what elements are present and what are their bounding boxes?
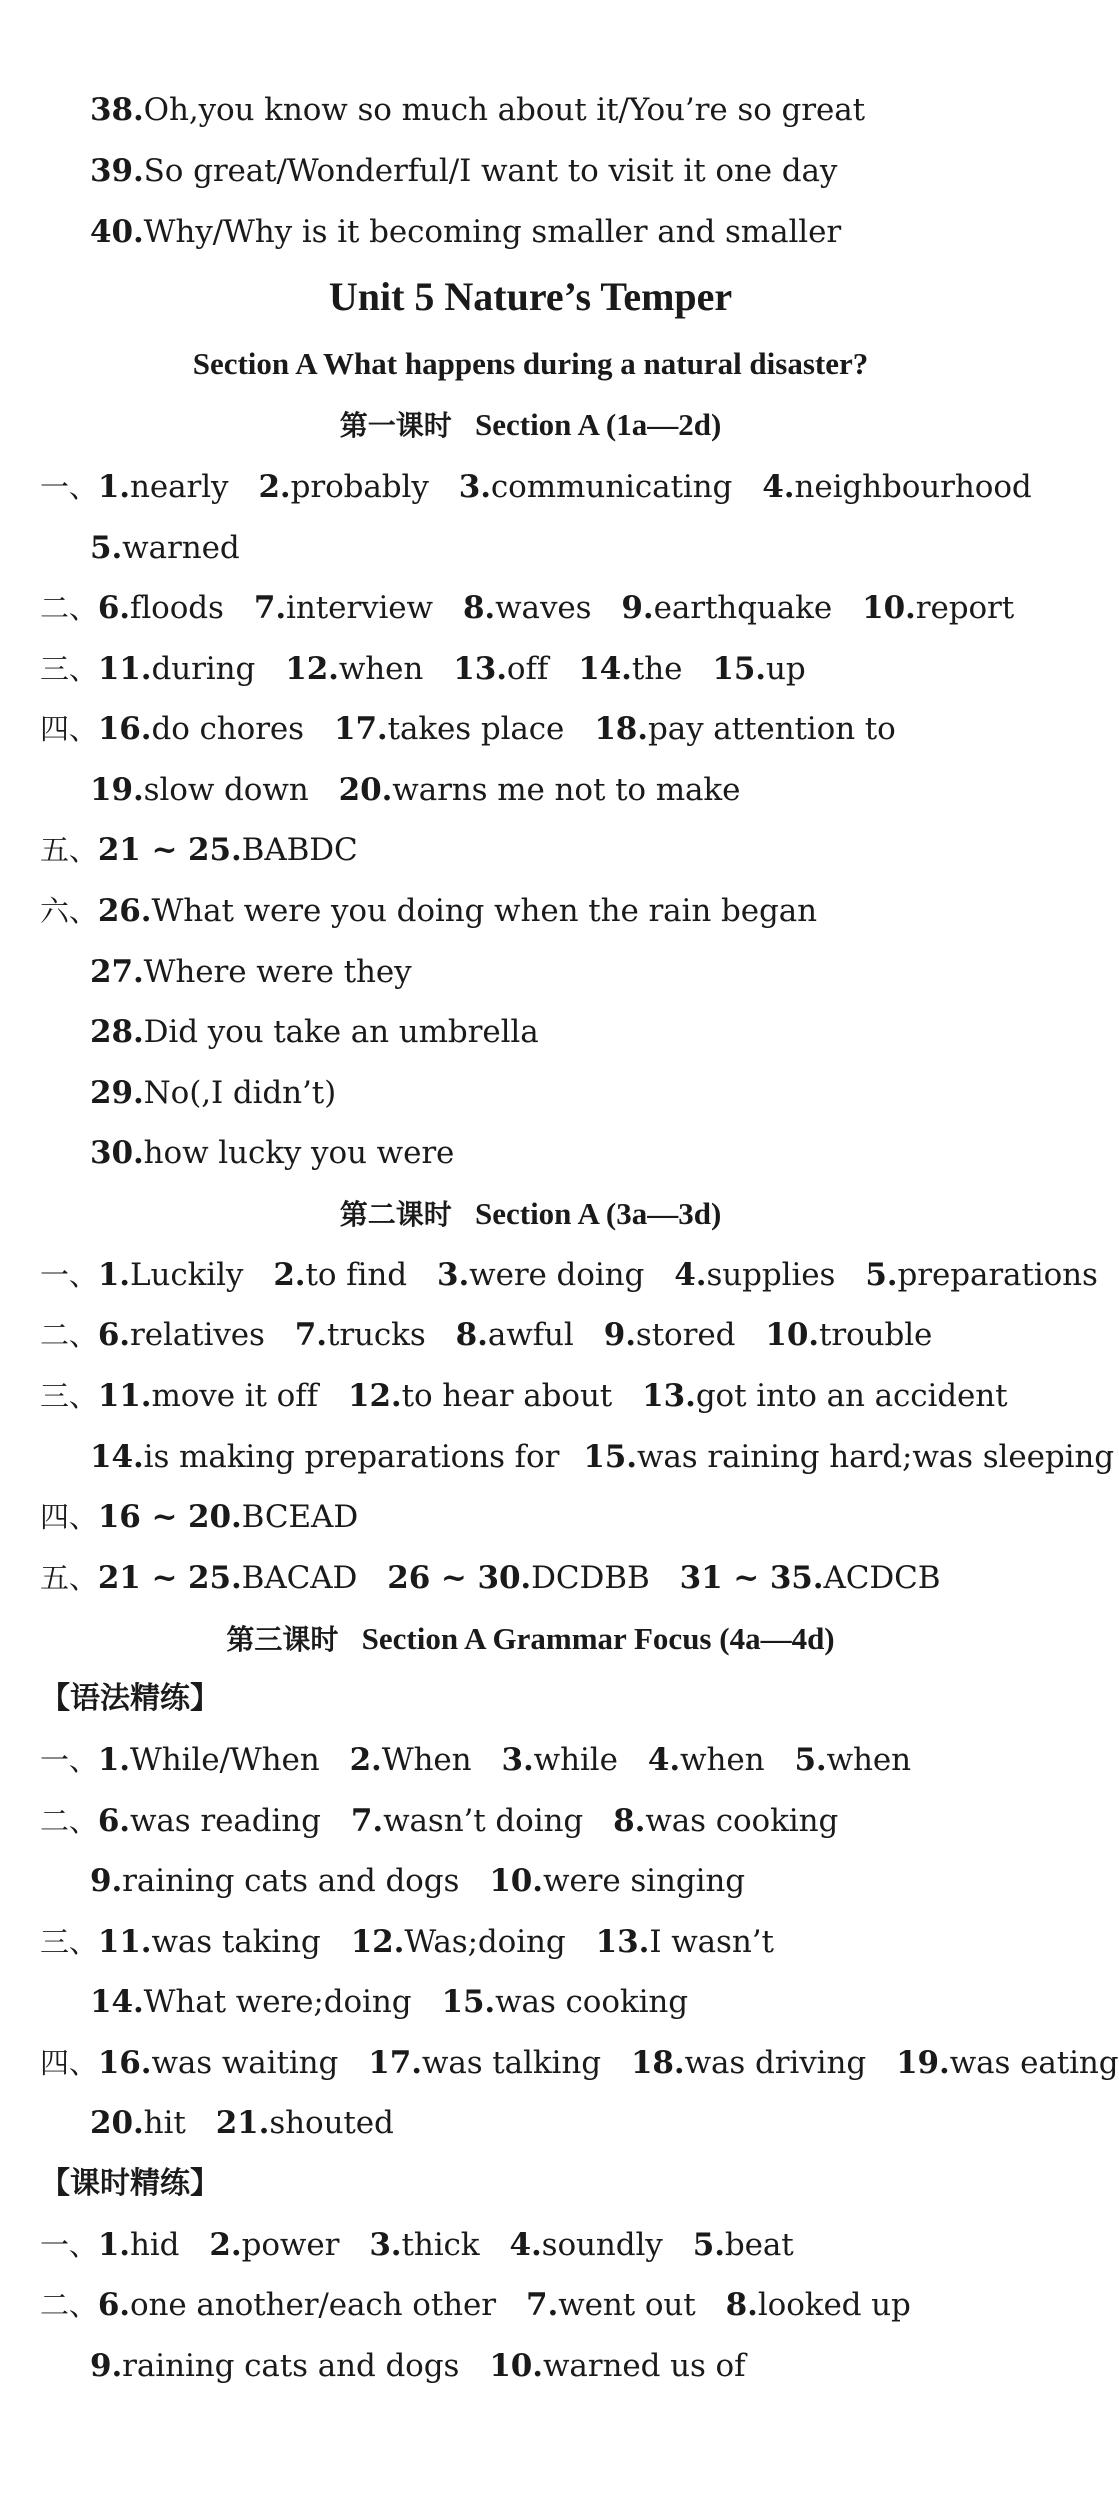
answer-text: power [241, 2227, 340, 2263]
answer-text: Where were they [143, 954, 412, 990]
answer-text: floods [129, 590, 224, 626]
item-number: 16. [97, 711, 152, 747]
lesson2-heading [0, 1192, 1061, 1237]
item-number: 15. [712, 651, 766, 687]
item-number: 7. [253, 590, 287, 626]
answer-item [526, 2283, 696, 2327]
item-number: 17. [368, 2045, 422, 2081]
item-number: 9. [621, 590, 654, 626]
unit-title: Unit 5 Nature’s Temper [328, 274, 733, 319]
answer-text: supplies [706, 1257, 836, 1293]
lesson1-part6-line27 [90, 950, 412, 994]
answer-text: neighbourhood [794, 469, 1032, 505]
item-number: 7. [350, 1803, 384, 1839]
item-number: 3. [436, 1257, 470, 1293]
answer-item [712, 647, 805, 691]
item-number: 26 ~ 30. [387, 1560, 532, 1596]
answer-text: BCEAD [241, 1499, 359, 1535]
answer-text: was raining hard;was sleeping [636, 1439, 1115, 1475]
part-marker: 四、 [40, 1500, 98, 1534]
item-number: 21 ~ 25. [97, 832, 242, 868]
answer-item [613, 1799, 838, 1843]
answer-text: preparations [897, 1257, 1098, 1293]
answer-text: Section A Grammar Focus (4a—4d) [361, 1621, 835, 1656]
item-number: 39. [90, 153, 144, 189]
answer-item [596, 1920, 774, 1964]
answer-text: wasn’t doing [383, 1803, 584, 1839]
answer-item [90, 526, 240, 570]
item-number: 9. [603, 1317, 636, 1353]
answer-text: to find [305, 1257, 407, 1293]
item-number: 30. [90, 1135, 144, 1171]
item-number: 7. [526, 2287, 559, 2323]
lesson3-part4 [40, 2041, 1119, 2085]
lesson1-part6 [40, 889, 847, 933]
answer-text: were singing [542, 1863, 746, 1899]
answer-text: What were you doing when the rain began [151, 893, 817, 929]
answer-item [90, 2344, 459, 2388]
answer-text: When [381, 1742, 472, 1778]
answer-text: BACAD [241, 1560, 358, 1596]
item-number: 7. [294, 1317, 327, 1353]
answer-text: nearly [129, 469, 229, 505]
item-number: 19. [90, 772, 144, 808]
item-number: 2. [349, 1742, 382, 1778]
answer-text: slow down [143, 772, 309, 808]
answer-text: communicating [490, 469, 733, 505]
answer-item [98, 586, 224, 630]
part-marker: 二、 [40, 591, 98, 625]
answer-text: Section A (3a—3d) [474, 1196, 722, 1231]
answer-text: No(,I didn’t) [143, 1075, 337, 1111]
answer-text: interview [286, 590, 433, 626]
answer-text: shouted [269, 2105, 394, 2141]
lesson1-part5 [40, 828, 388, 872]
answer-text: how lucky you were [143, 1135, 455, 1171]
answer-item [98, 2223, 180, 2267]
item-number: 1. [97, 1742, 130, 1778]
answer-text: when [338, 651, 424, 687]
item-number: 13. [453, 651, 507, 687]
answer-text: was taking [151, 1924, 321, 1960]
answer-text: trucks [326, 1317, 426, 1353]
answer-text: While/When [129, 1742, 320, 1778]
lesson1-part6-line28 [90, 1010, 539, 1054]
answer-item [865, 1253, 1098, 1297]
answer-item [648, 1738, 765, 1782]
answer-text: awful [487, 1317, 574, 1353]
answer-item [680, 1556, 941, 1600]
item-number: 13. [595, 1924, 650, 1960]
part-marker: 五、 [40, 833, 98, 867]
answer-text: when [680, 1742, 765, 1778]
item-number: 4. [762, 469, 795, 505]
answer-item [369, 2223, 479, 2267]
answer-item [726, 2283, 911, 2327]
item-number: 20. [90, 2105, 144, 2141]
item-number: 11. [97, 1924, 152, 1960]
item-number: 14. [578, 651, 632, 687]
answer-item [604, 1313, 736, 1357]
answer-text: looked up [757, 2287, 911, 2323]
item-number: 10. [765, 1317, 819, 1353]
item-number: 21 ~ 25. [97, 1560, 242, 1596]
lesson1-part1 [40, 465, 1062, 509]
answer-text: off [506, 651, 549, 687]
part-marker: 二、 [40, 1318, 98, 1352]
item-number: 14. [90, 1984, 144, 2020]
item-number: 26. [97, 893, 152, 929]
answer-item [463, 586, 591, 630]
section-title: Section A What happens during a natural disaster? [192, 346, 869, 381]
item-number: 13. [642, 1378, 696, 1414]
answer-item [350, 1738, 472, 1782]
item-number: 5. [865, 1257, 898, 1293]
answer-item [98, 707, 304, 751]
answer-item [295, 1313, 426, 1357]
answer-item [437, 1253, 644, 1297]
item-number: 38. [90, 92, 144, 128]
item-number: 8. [462, 590, 496, 626]
item-number: 5. [692, 2227, 725, 2263]
answer-text: were doing [469, 1257, 645, 1293]
item-number: 11. [97, 1378, 152, 1414]
answer-item [583, 1435, 1114, 1479]
item-number: 10. [489, 1863, 543, 1899]
item-number: 4. [509, 2227, 542, 2263]
answer-item [209, 2223, 339, 2267]
lesson3-heading [0, 1617, 1061, 1662]
item-number: 29. [90, 1075, 144, 1111]
answer-item [674, 1253, 835, 1297]
answer-item [368, 2041, 601, 2085]
answer-item [631, 2041, 866, 2085]
lesson3-part2-cont [90, 1859, 775, 1903]
answer-text: beat [724, 2227, 794, 2263]
item-number: 8. [613, 1803, 646, 1839]
item-number: 16 ~ 20. [97, 1499, 242, 1535]
part-marker: 二、 [40, 2288, 98, 2322]
answer-text: move it off [151, 1378, 318, 1414]
answer-item [502, 1738, 618, 1782]
part-marker: 一、 [40, 470, 98, 504]
answer-text: pay attention to [647, 711, 896, 747]
item-number: 6. [97, 2287, 130, 2323]
item-number: 2. [258, 469, 291, 505]
item-number: 31 ~ 35. [679, 1560, 824, 1596]
answer-item [90, 1435, 559, 1479]
item-number: 6. [97, 590, 130, 626]
answer-item [351, 1920, 566, 1964]
answer-text: up [765, 651, 806, 687]
item-number: 10. [489, 2348, 543, 2384]
part-marker: 一、 [40, 2228, 98, 2262]
answer-text: was reading [129, 1803, 321, 1839]
answer-text: Oh,you know so much about it/You’re so great [143, 92, 865, 128]
item-number: 8. [725, 2287, 758, 2323]
answer-text: 第一课时 [339, 409, 452, 442]
answer-text: when [826, 1742, 912, 1778]
answer-text: while [533, 1742, 618, 1778]
answer-item [348, 1374, 612, 1418]
answer-item [216, 2101, 394, 2145]
lesson1-heading [0, 403, 1061, 448]
part-marker: 四、 [40, 2046, 98, 2080]
practice-part2 [40, 2283, 941, 2327]
item-number: 5. [90, 530, 123, 566]
lesson2-part3 [40, 1374, 1038, 1418]
lesson2-part1 [40, 1253, 1098, 1297]
lesson1-part6-line30 [90, 1131, 454, 1175]
part-marker: 三、 [40, 652, 98, 686]
item-number: 15. [441, 1984, 496, 2020]
answer-line-38 [90, 88, 865, 132]
item-number: 2. [209, 2227, 242, 2263]
answer-item [258, 465, 428, 509]
item-number: 11. [97, 651, 152, 687]
item-number: 6. [97, 1317, 130, 1353]
part-marker: 一、 [40, 1743, 98, 1777]
item-number: 1. [97, 1257, 130, 1293]
practice-part1 [40, 2223, 824, 2267]
item-number: 4. [647, 1742, 681, 1778]
answer-text: ACDCB [823, 1560, 941, 1596]
part-marker: 五、 [40, 1561, 98, 1595]
answer-item [98, 1799, 321, 1843]
item-number: 12. [350, 1924, 405, 1960]
lesson2-part2 [40, 1313, 962, 1357]
item-number: 5. [794, 1742, 827, 1778]
item-number: 18. [630, 2045, 685, 2081]
lesson1-part4 [40, 707, 926, 751]
item-number: 21. [215, 2105, 270, 2141]
answer-text: raining cats and dogs [122, 1863, 460, 1899]
item-number: 4. [674, 1257, 707, 1293]
answer-item [98, 1313, 265, 1357]
answer-item [441, 1980, 688, 2024]
answer-item [273, 1253, 407, 1297]
item-number: 19. [896, 2045, 950, 2081]
answer-item [98, 1738, 320, 1782]
answer-item [98, 465, 229, 509]
answer-item [387, 1556, 649, 1600]
answer-text: hit [143, 2105, 186, 2141]
item-number: 16. [97, 2045, 152, 2081]
item-number: 8. [455, 1317, 488, 1353]
answer-text: Section A (1a—2d) [474, 407, 722, 442]
answer-item [453, 647, 548, 691]
grammar-practice-label: 【语法精练】 [40, 1681, 220, 1716]
lesson3-part2 [40, 1799, 868, 1843]
answer-text: stored [635, 1317, 736, 1353]
answer-text: during [151, 651, 256, 687]
item-number: 15. [583, 1439, 637, 1475]
item-number: 12. [285, 651, 339, 687]
answer-item [765, 1313, 932, 1357]
answer-item [578, 647, 682, 691]
item-number: 2. [273, 1257, 306, 1293]
lesson2-part5 [40, 1556, 970, 1600]
answer-line-40 [90, 210, 841, 254]
item-number: 3. [369, 2227, 402, 2263]
lesson1-part3 [40, 647, 836, 691]
answer-item [98, 1920, 321, 1964]
answer-text: raining cats and dogs [122, 2348, 460, 2384]
answer-text: takes place [387, 711, 565, 747]
item-number: 1. [97, 469, 130, 505]
item-number: 6. [97, 1803, 130, 1839]
answer-text: DCDBB [531, 1560, 650, 1596]
answer-text: to hear about [401, 1378, 613, 1414]
answer-text: the [631, 651, 683, 687]
item-number: 3. [458, 469, 491, 505]
answer-text: Luckily [129, 1257, 244, 1293]
part-marker: 四、 [40, 712, 98, 746]
part-marker: 六、 [40, 894, 98, 928]
answer-item [456, 1313, 574, 1357]
answer-item [98, 647, 255, 691]
item-number: 18. [594, 711, 648, 747]
lesson2-part4 [40, 1495, 388, 1539]
answer-item [896, 2041, 1118, 2085]
answer-item [90, 1980, 411, 2024]
answer-text: relatives [129, 1317, 265, 1353]
item-number: 40. [90, 214, 144, 250]
item-number: 10. [862, 590, 916, 626]
answer-item [489, 2344, 745, 2388]
answer-item [693, 2223, 794, 2267]
item-number: 17. [333, 711, 388, 747]
answer-item [254, 586, 433, 630]
part-marker: 二、 [40, 1804, 98, 1838]
answer-item [98, 889, 817, 933]
answer-text: warns me not to make [392, 772, 741, 808]
answer-item [594, 707, 895, 751]
answer-text: trouble [818, 1317, 933, 1353]
answer-item [794, 1738, 911, 1782]
answer-text: 第三课时 [226, 1623, 339, 1656]
answer-text: earthquake [653, 590, 833, 626]
item-number: 28. [90, 1014, 144, 1050]
item-number: 12. [347, 1378, 402, 1414]
answer-text: was waiting [151, 2045, 339, 2081]
lesson1-part2 [40, 586, 1044, 630]
item-number: 9. [90, 1863, 123, 1899]
answer-item [459, 465, 733, 509]
answer-text: probably [290, 469, 429, 505]
answer-text: was eating [949, 2045, 1119, 2081]
answer-item [98, 828, 358, 872]
answer-text: waves [495, 590, 592, 626]
answer-text: Did you take an umbrella [143, 1014, 539, 1050]
answer-text: So great/Wonderful/I want to visit it one day [143, 153, 838, 189]
answer-text: went out [558, 2287, 696, 2323]
lesson1-part6-line29 [90, 1071, 336, 1115]
answer-text: was driving [684, 2045, 867, 2081]
answer-item [98, 1556, 357, 1600]
part-marker: 三、 [40, 1925, 98, 1959]
item-number: 3. [501, 1742, 534, 1778]
answer-item [90, 768, 309, 812]
lesson3-part4-cont [90, 2101, 424, 2145]
answer-text: Why/Why is it becoming smaller and smaller [143, 214, 842, 250]
answer-text: warned us of [542, 2348, 746, 2384]
answer-item [98, 2283, 496, 2327]
answer-item [621, 586, 832, 630]
answer-text: do chores [151, 711, 304, 747]
answer-item [98, 1495, 358, 1539]
answer-text: BABDC [241, 832, 358, 868]
item-number: 9. [90, 2348, 123, 2384]
lesson2-part3-cont [90, 1435, 1114, 1479]
answer-item [98, 1253, 244, 1297]
answer-item [339, 768, 741, 812]
answer-line-39 [90, 149, 837, 193]
part-marker: 一、 [40, 1258, 98, 1292]
answer-item [489, 1859, 745, 1903]
answer-item [862, 586, 1014, 630]
answer-text: was cooking [645, 1803, 839, 1839]
answer-item [98, 2041, 338, 2085]
answer-text: warned [122, 530, 240, 566]
answer-item [509, 2223, 662, 2267]
item-number: 27. [90, 954, 144, 990]
answer-item [351, 1799, 583, 1843]
answer-text: was talking [421, 2045, 601, 2081]
answer-item [285, 647, 423, 691]
answer-item [90, 2101, 186, 2145]
lesson1-part4-cont [90, 768, 770, 812]
lesson-practice-label: 【课时精练】 [40, 2166, 220, 2201]
answer-text: got into an accident [695, 1378, 1008, 1414]
answer-text: was cooking [495, 1984, 689, 2020]
lesson3-part3 [40, 1920, 804, 1964]
item-number: 1. [97, 2227, 130, 2263]
answer-text: report [915, 590, 1015, 626]
answer-item [642, 1374, 1007, 1418]
answer-text: is making preparations for [143, 1439, 560, 1475]
answer-item [90, 1859, 459, 1903]
lesson1-part1-cont [90, 526, 270, 570]
answer-text: What were;doing [143, 1984, 412, 2020]
item-number: 14. [90, 1439, 144, 1475]
answer-text: soundly [541, 2227, 663, 2263]
item-number: 20. [338, 772, 393, 808]
answer-text: one another/each other [129, 2287, 497, 2323]
answer-item [762, 465, 1031, 509]
lesson3-part1 [40, 1738, 941, 1782]
lesson3-part3-cont [90, 1980, 718, 2024]
answer-text: thick [401, 2227, 480, 2263]
answer-text: I wasn’t [649, 1924, 774, 1960]
answer-text: 第二课时 [339, 1198, 452, 1231]
part-marker: 三、 [40, 1379, 98, 1413]
answer-text: hid [129, 2227, 180, 2263]
answer-text: Was;doing [404, 1924, 566, 1960]
practice-part2-cont [90, 2344, 775, 2388]
answer-item [98, 1374, 318, 1418]
answer-item [334, 707, 564, 751]
